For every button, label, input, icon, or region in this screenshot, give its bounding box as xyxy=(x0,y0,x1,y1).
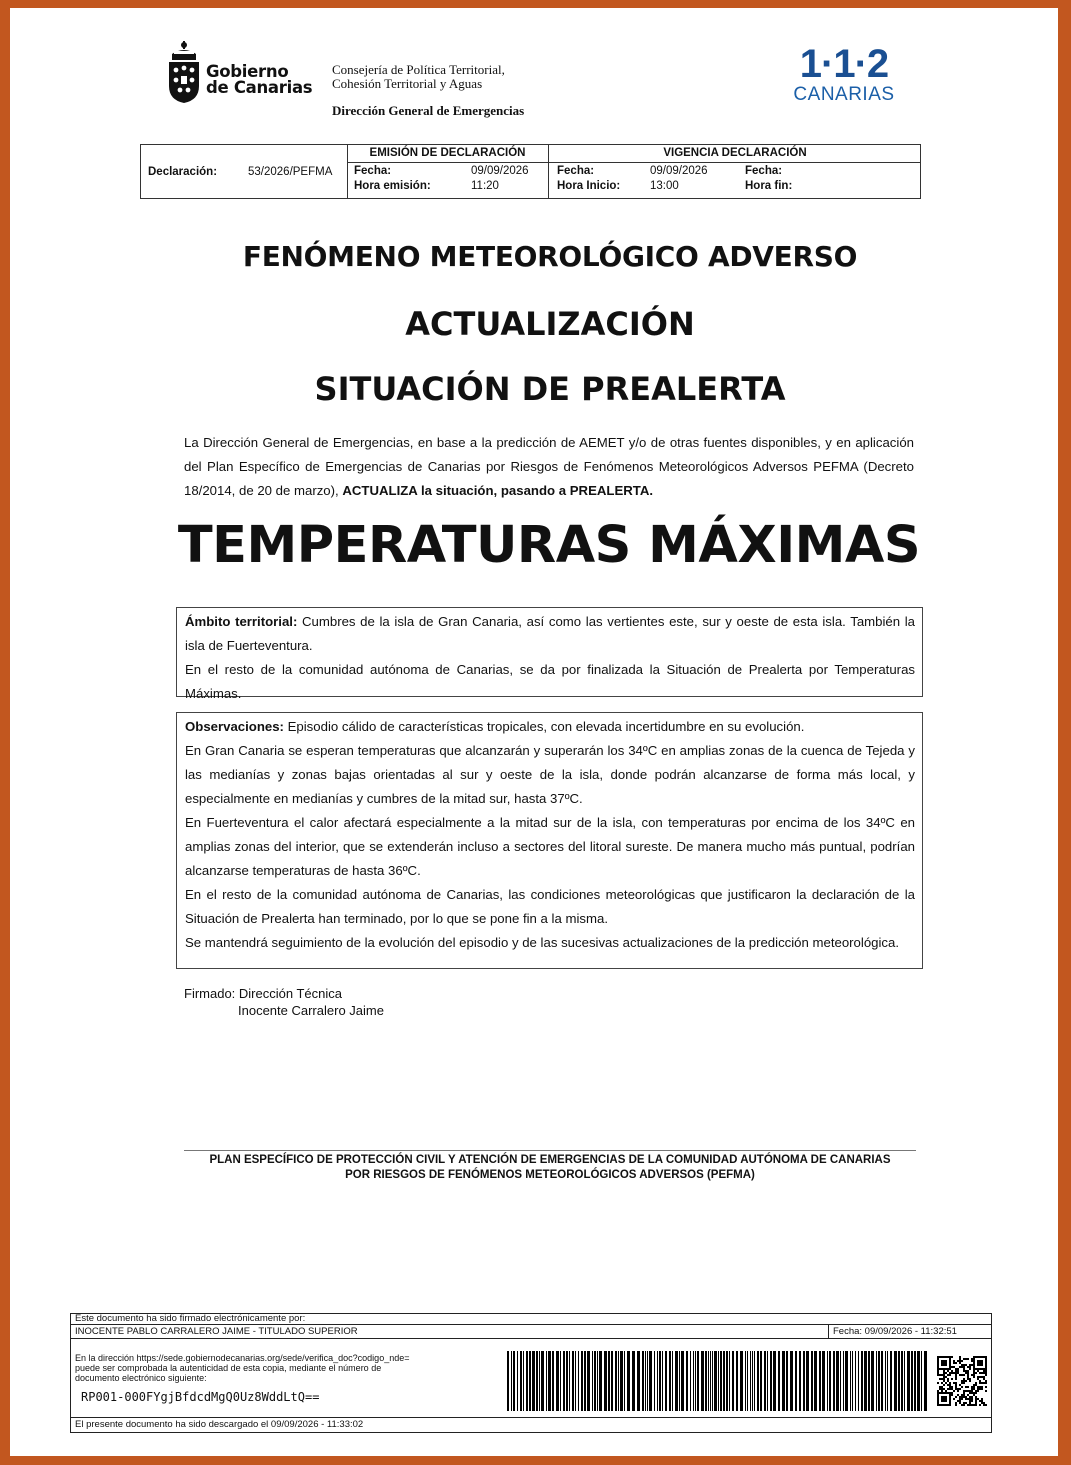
vigencia-fin-label: Hora fin: xyxy=(745,180,793,192)
verification-text: En la dirección https://sede.gobiernodecanarias.org/sede/verifica_doc?codigo_nde= puede ser comprobada la autenticidad de esta copia, mediante el número de documento electrónico siguiente: xyxy=(75,1353,410,1383)
vigencia-fecha: 09/09/2026 xyxy=(650,165,708,177)
emision-fecha-label: Fecha: xyxy=(354,165,392,177)
vigencia-fecha-fin-label: Fecha: xyxy=(745,165,783,177)
declaration-cell xyxy=(141,145,348,198)
download-note: El presente documento ha sido descargado el 09/09/2026 - 11:33:02 xyxy=(75,1419,364,1430)
signature-box xyxy=(70,1313,992,1433)
org-name: Gobierno de Canarias xyxy=(206,62,313,97)
declaration-label: Declaración: xyxy=(148,166,218,178)
declaration-value: 53/2026/PEFMA xyxy=(248,166,333,178)
logo-112-number: 1·1·2 xyxy=(799,42,889,86)
logo-112-label: CANARIAS xyxy=(793,84,895,105)
emision-fecha: 09/09/2026 xyxy=(471,165,529,177)
vigencia-fecha-label: Fecha: xyxy=(557,165,595,177)
consejeria: Consejería de Política Territorial, Cohesión Territorial y Aguas xyxy=(332,62,505,91)
emision-hora-label: Hora emisión: xyxy=(354,180,431,192)
direccion-general: Dirección General de Emergencias xyxy=(332,103,525,118)
vigencia-header: VIGENCIA DECLARACIÓN xyxy=(549,145,921,163)
crest-icon xyxy=(166,40,202,104)
ambito-label: Ámbito territorial: xyxy=(185,614,298,629)
signature-date: Fecha: 09/09/2026 - 11:32:51 xyxy=(828,1325,957,1338)
document-code: RP001-000FYgjBfdcdMgQ0Uz8WddLtQ== xyxy=(81,1390,320,1404)
title-actualizacion: ACTUALIZACIÓN xyxy=(405,305,695,343)
observaciones-label: Observaciones: xyxy=(185,719,284,734)
emision-header: EMISIÓN DE DECLARACIÓN xyxy=(347,145,548,163)
signer-name: INOCENTE PABLO CARRALERO JAIME - TITULADO SUPERIOR xyxy=(75,1326,358,1337)
divider xyxy=(184,1150,916,1151)
plan-footer: PLAN ESPECÍFICO DE PROTECCIÓN CIVIL Y ATENCIÓN DE EMERGENCIAS DE LA COMUNIDAD AUTÓNOMA DE CANARIAS POR RIESGOS DE FENÓMENOS METEOROLÓGICOS ADVERSOS (PEFMA) xyxy=(209,1154,891,1181)
vigencia-cell xyxy=(549,145,921,198)
vigencia-inicio-label: Hora Inicio: xyxy=(557,180,621,192)
barcode-icon xyxy=(507,1351,927,1411)
emision-cell xyxy=(347,145,549,198)
firma-block: Firmado: Dirección Técnica Inocente Carralero Jaime xyxy=(184,986,384,1018)
signed-by-label: Este documento ha sido firmado electrónicamente por: xyxy=(75,1313,306,1324)
gobierno-canarias-logo xyxy=(166,40,326,110)
main-title: TEMPERATURAS MÁXIMAS xyxy=(177,516,921,575)
declaration-table xyxy=(140,144,921,199)
intro-paragraph: La Dirección General de Emergencias, en base a la predicción de AEMET y/o de otras fuentes disponibles, y en aplicación del Plan Específico de Emergencias de Canarias por Riesgos de Fenómenos Meteorológicos Adversos PEFMA (Decreto 18/2014, de 20 de marzo), ACTUALIZA la situación, pasando a PREALERTA. xyxy=(184,435,914,498)
logo-112-canarias xyxy=(788,44,900,106)
emision-hora: 11:20 xyxy=(471,180,499,192)
document-page xyxy=(10,8,1058,1456)
observaciones-box: Observaciones: Episodio cálido de características tropicales, con elevada incertidumbre en su evolución. En Gran Canaria se esperan temperaturas que alcanzarán y superarán los 34ºC en amplias zonas de la cuenca de Tejeda y las medianías y zonas bajas orientadas al sur y oeste de la isla, donde podrán alcanzarse de forma más local, y especialmente en medianías y cumbres de la mitad sur, hasta 37ºC. En Fuerteventura el calor afectará especialmente a la mitad sur de la isla, con temperaturas por encima de los 34ºC en amplias zonas del interior, que se extenderán incluso a sectores del litoral sureste. De manera mucho más puntual, podrían alcanzarse temperaturas de hasta 36ºC. En el resto de la comunidad autónoma de Canarias, las condiciones meteorológicas que justificaron la declaración de la Situación de Prealerta han terminado, por lo que se pone fin a la misma. Se mantendrá seguimiento de la evolución del episodio y de las sucesivas actualizaciones de la predicción meteorológica. xyxy=(176,712,923,969)
title-situacion: SITUACIÓN DE PREALERTA xyxy=(314,370,786,408)
vigencia-inicio: 13:00 xyxy=(650,180,679,192)
qr-code-icon xyxy=(937,1356,987,1406)
ambito-box: Ámbito territorial: Cumbres de la isla de Gran Canaria, así como las vertientes este, sur y oeste de esta isla. También la isla de Fuerteventura. En el resto de la comunidad autónoma de Canarias, se da por finalizada la Situación de Prealerta por Temperaturas Máximas. xyxy=(176,607,923,697)
title-fenomeno: FENÓMENO METEOROLÓGICO ADVERSO xyxy=(242,240,858,273)
